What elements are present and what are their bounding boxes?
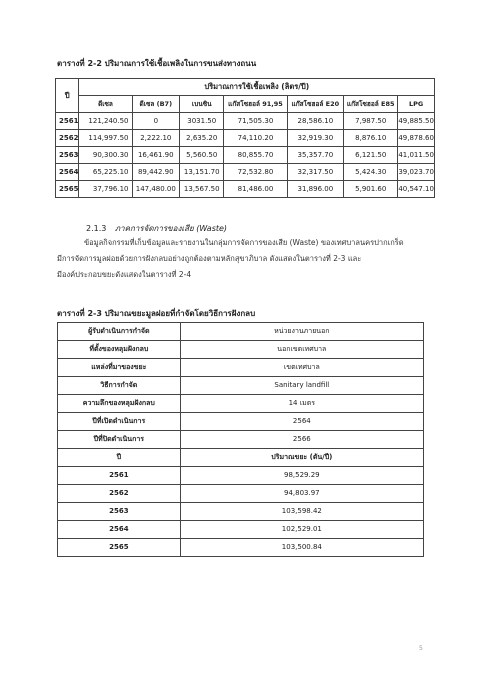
column-header: แก๊สโซฮอล์ 91,95 [224, 96, 287, 113]
table-2-2-caption: ตารางที่ 2-2 ปริมาณการใช้เชื้อเพลิงในการขนส่งทางถนน [57, 59, 257, 68]
year-cell: 2565 [56, 181, 79, 198]
section-paragraph-line: มีการจัดการมูลฝอยด้วยการฝังกลบอย่างถูกต้องตามหลักสุขาภิบาล ดังแสดงในตารางที่ 2-3 และ [57, 254, 362, 263]
value-cell: 74,110.20 [224, 130, 287, 147]
info-row [58, 323, 424, 341]
info-row [58, 377, 424, 395]
table-row [56, 181, 435, 198]
info-label: ความลึกของหลุมฝังกลบ [58, 395, 181, 413]
year-cell: 2563 [58, 503, 181, 521]
column-header: ดีเซล (B7) [132, 96, 180, 113]
table-row [58, 521, 424, 539]
year-header: ปี [58, 449, 181, 467]
section-heading [86, 222, 227, 235]
year-cell: 2564 [58, 521, 181, 539]
value-cell: 32,919.30 [287, 130, 344, 147]
info-value: 2564 [180, 413, 423, 431]
info-label: ที่ตั้งของหลุมฝังกลบ [58, 341, 181, 359]
info-value: เขตเทศบาล [180, 359, 423, 377]
year-cell: 2562 [56, 130, 79, 147]
section-paragraph-line: ข้อมูลกิจกรรมที่เก็บข้อมูลและรายงานในกลุ่มการจัดการของเสีย (Waste) ของเทศบาลนครปากเกร็ด [84, 238, 404, 247]
year-cell: 2563 [56, 147, 79, 164]
section-title: ภาคการจัดการของเสีย (Waste) [114, 224, 228, 233]
info-value: นอกเขตเทศบาล [180, 341, 423, 359]
value-cell: 65,225.10 [79, 164, 132, 181]
fuel-usage-table [55, 78, 435, 198]
value-cell: 13,567.50 [180, 181, 224, 198]
info-label: ผู้รับดำเนินการกำจัด [58, 323, 181, 341]
table-row [56, 130, 435, 147]
value-cell: 39,023.70 [398, 164, 435, 181]
value-cell: 32,317.50 [287, 164, 344, 181]
table-row [58, 503, 424, 521]
column-header: แก๊สโซฮอล์ E85 [344, 96, 398, 113]
value-cell: 114,997.50 [79, 130, 132, 147]
table-row [56, 164, 435, 181]
section-paragraph-line: มีองค์ประกอบขยะดังแสดงในตารางที่ 2-4 [57, 270, 192, 279]
value-cell: 103,598.42 [180, 503, 423, 521]
value-cell: 3031.50 [180, 113, 224, 130]
info-row [58, 341, 424, 359]
value-cell: 90,300.30 [79, 147, 132, 164]
info-label: ปีที่เปิดดำเนินการ [58, 413, 181, 431]
fuel-group-header: ปริมาณการใช้เชื้อเพลิง (ลิตร/ปี) [79, 79, 435, 96]
table-row [58, 467, 424, 485]
table-2-3-caption: ตารางที่ 2-3 ปริมาณขยะมูลฝอยที่กำจัดโดยวิธีการฝังกลบ [57, 309, 256, 318]
info-label: ปีที่ปิดดำเนินการ [58, 431, 181, 449]
value-cell: 8,876.10 [344, 130, 398, 147]
value-cell: 5,901.60 [344, 181, 398, 198]
table-row [58, 539, 424, 557]
value-cell: 103,500.84 [180, 539, 423, 557]
info-label: แหล่งที่มาของขยะ [58, 359, 181, 377]
table-row [58, 485, 424, 503]
value-cell: 40,547.10 [398, 181, 435, 198]
value-cell: 98,529.29 [180, 467, 423, 485]
value-cell: 6,121.50 [344, 147, 398, 164]
value-cell: 28,586.10 [287, 113, 344, 130]
value-cell: 49,885.50 [398, 113, 435, 130]
value-cell: 94,803.97 [180, 485, 423, 503]
table-row [56, 113, 435, 130]
year-cell: 2564 [56, 164, 79, 181]
value-cell: 7,987.50 [344, 113, 398, 130]
info-label: วิธีการกำจัด [58, 377, 181, 395]
landfill-table [57, 322, 424, 557]
page-number: 5 [419, 645, 423, 652]
year-cell: 2565 [58, 539, 181, 557]
value-cell: 5,424.30 [344, 164, 398, 181]
info-value: Sanitary landfill [180, 377, 423, 395]
info-row [58, 395, 424, 413]
column-header: เบนซิน [180, 96, 224, 113]
value-cell: 121,240.50 [79, 113, 132, 130]
year-cell: 2561 [58, 467, 181, 485]
info-value: หน่วยงานภายนอก [180, 323, 423, 341]
value-cell: 102,529.01 [180, 521, 423, 539]
column-header: LPG [398, 96, 435, 113]
info-row [58, 431, 424, 449]
value-cell: 5,560.50 [180, 147, 224, 164]
value-cell: 80,855.70 [224, 147, 287, 164]
info-row [58, 359, 424, 377]
section-number: 2.1.3 [86, 224, 107, 233]
value-cell: 16,461.90 [132, 147, 180, 164]
year-cell: 2562 [58, 485, 181, 503]
year-cell: 2561 [56, 113, 79, 130]
value-cell: 35,357.70 [287, 147, 344, 164]
value-cell: 41,011.50 [398, 147, 435, 164]
value-cell: 89,442.90 [132, 164, 180, 181]
value-cell: 0 [132, 113, 180, 130]
info-row [58, 413, 424, 431]
value-cell: 37,796.10 [79, 181, 132, 198]
header-row [58, 449, 424, 467]
column-header: ดีเซล [79, 96, 132, 113]
value-cell: 13,151.70 [180, 164, 224, 181]
value-cell: 2,222.10 [132, 130, 180, 147]
value-cell: 2,635.20 [180, 130, 224, 147]
year-header: ปี [56, 79, 79, 113]
value-cell: 49,878.60 [398, 130, 435, 147]
value-cell: 71,505.30 [224, 113, 287, 130]
amount-header: ปริมาณขยะ (ตัน/ปี) [180, 449, 423, 467]
column-header: แก๊สโซฮอล์ E20 [287, 96, 344, 113]
value-cell: 147,480.00 [132, 181, 180, 198]
value-cell: 31,896.00 [287, 181, 344, 198]
value-cell: 72,532.80 [224, 164, 287, 181]
info-value: 2566 [180, 431, 423, 449]
value-cell: 81,486.00 [224, 181, 287, 198]
info-value: 14 เมตร [180, 395, 423, 413]
table-row [56, 147, 435, 164]
